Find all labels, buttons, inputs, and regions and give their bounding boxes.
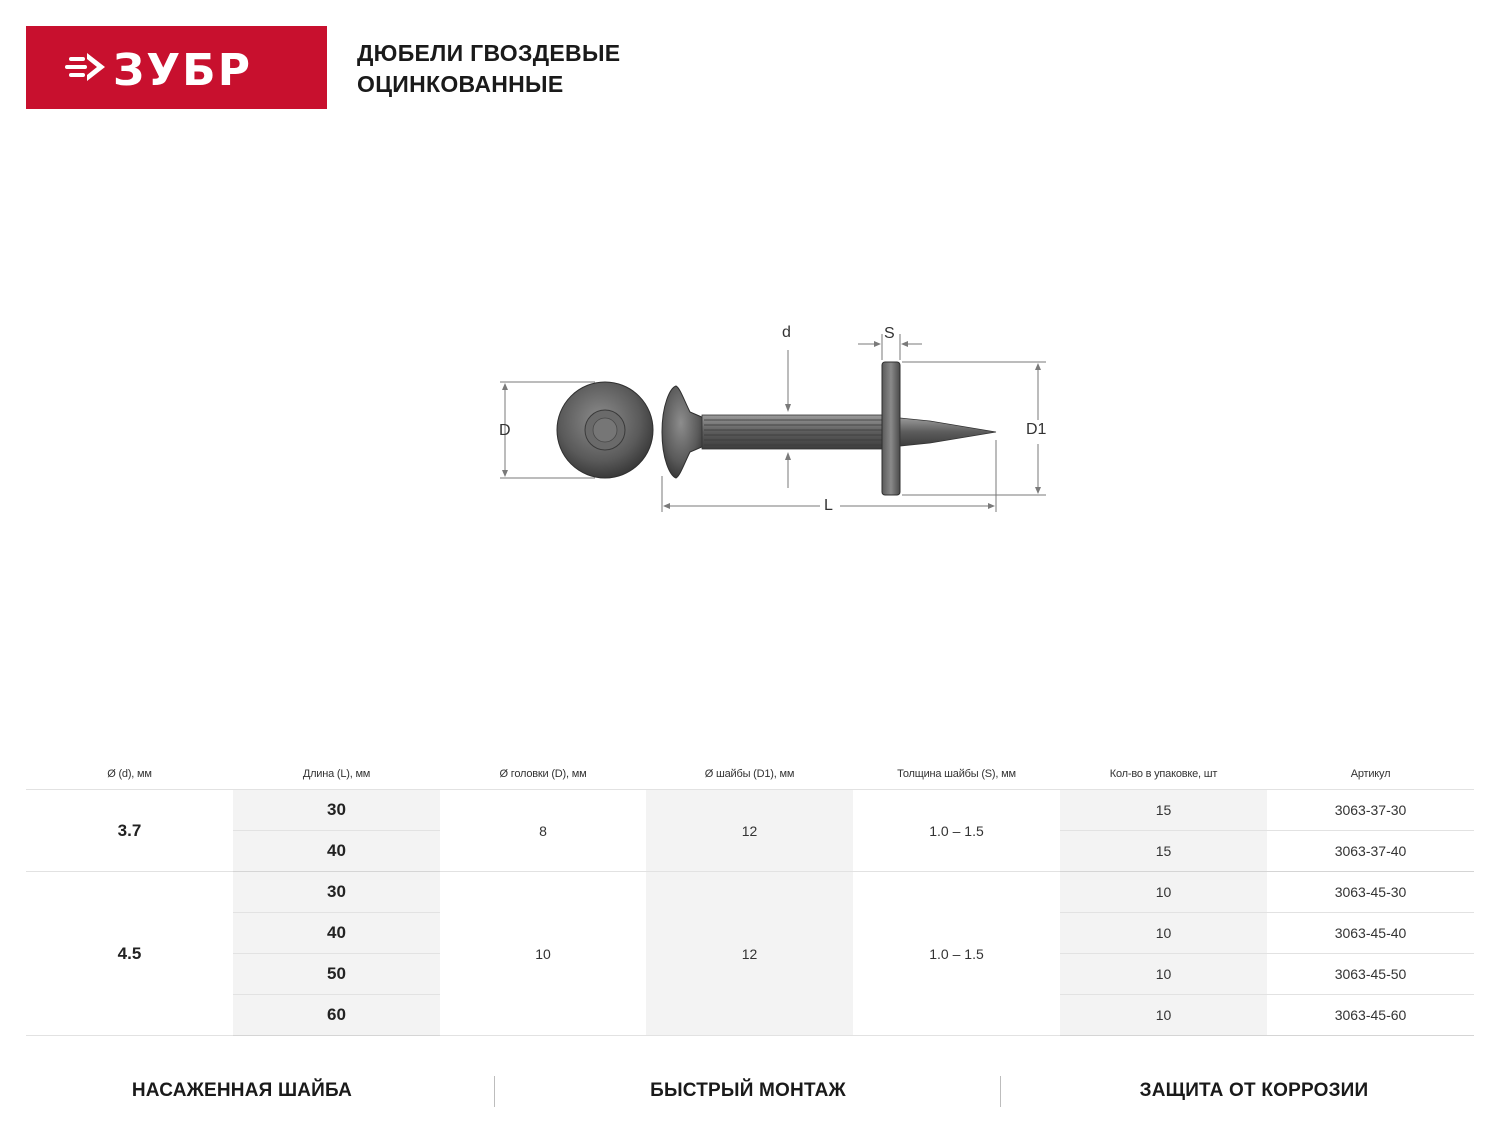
dowel-drawing-svg bbox=[490, 320, 1060, 520]
cell-washer-thickness: 1.0 – 1.5 bbox=[853, 790, 1060, 872]
cell-diameter: 4.5 bbox=[26, 872, 233, 1036]
cell-washer-thickness: 1.0 – 1.5 bbox=[853, 872, 1060, 1036]
specifications-table bbox=[26, 758, 1474, 1036]
label-d: d bbox=[782, 324, 791, 341]
dowel-technical-drawing bbox=[490, 320, 1060, 520]
logo-text: ЗУБР bbox=[112, 44, 252, 96]
dowel-side-view bbox=[662, 362, 996, 495]
label-D1: D1 bbox=[1026, 421, 1047, 438]
label-D: D bbox=[499, 422, 511, 439]
feature-corrosion-protection: ЗАЩИТА ОТ КОРРОЗИИ bbox=[1139, 1080, 1369, 1101]
cell-length: 50 bbox=[233, 954, 440, 995]
cell-washer-diameter: 12 bbox=[646, 790, 853, 872]
cell-head-diameter: 8 bbox=[440, 790, 646, 872]
cell-article: 3063-37-40 bbox=[1267, 831, 1474, 872]
brand-logo bbox=[26, 26, 327, 109]
header-pack-qty: Кол-во в упаковке, шт bbox=[1060, 758, 1267, 790]
cell-article: 3063-45-60 bbox=[1267, 995, 1474, 1036]
cell-washer-diameter: 12 bbox=[646, 872, 853, 1036]
cell-pack-qty: 10 bbox=[1060, 913, 1267, 954]
features-strip bbox=[0, 1074, 1500, 1108]
cell-article: 3063-45-50 bbox=[1267, 954, 1474, 995]
cell-head-diameter: 10 bbox=[440, 872, 646, 1036]
cell-pack-qty: 15 bbox=[1060, 790, 1267, 831]
label-S: S bbox=[884, 325, 895, 342]
feature-divider bbox=[1000, 1076, 1001, 1107]
title-line-1: ДЮБЕЛИ ГВОЗДЕВЫЕ bbox=[357, 40, 621, 66]
header-washer-thickness: Толщина шайбы (S), мм bbox=[853, 758, 1060, 790]
dowel-head-top-view bbox=[557, 382, 653, 478]
table-row bbox=[26, 790, 1474, 831]
feature-quick-install: БЫСТРЫЙ МОНТАЖ bbox=[650, 1080, 846, 1101]
cell-pack-qty: 15 bbox=[1060, 831, 1267, 872]
cell-article: 3063-45-40 bbox=[1267, 913, 1474, 954]
cell-article: 3063-45-30 bbox=[1267, 872, 1474, 913]
header-washer-diameter: Ø шайбы (D1), мм bbox=[646, 758, 853, 790]
cell-length: 40 bbox=[233, 831, 440, 872]
header-article: Артикул bbox=[1267, 758, 1474, 790]
header-head-diameter: Ø головки (D), мм bbox=[440, 758, 646, 790]
cell-length: 60 bbox=[233, 995, 440, 1036]
cell-pack-qty: 10 bbox=[1060, 954, 1267, 995]
cell-diameter: 3.7 bbox=[26, 790, 233, 872]
table-header-row bbox=[26, 758, 1474, 790]
cell-length: 40 bbox=[233, 913, 440, 954]
header-length: Длина (L), мм bbox=[233, 758, 440, 790]
table-row bbox=[26, 872, 1474, 913]
cell-pack-qty: 10 bbox=[1060, 872, 1267, 913]
feature-mounted-washer: НАСАЖЕННАЯ ШАЙБА bbox=[131, 1080, 353, 1101]
page-title bbox=[357, 38, 620, 100]
cell-article: 3063-37-30 bbox=[1267, 790, 1474, 831]
cell-length: 30 bbox=[233, 872, 440, 913]
title-line-2: ОЦИНКОВАННЫЕ bbox=[357, 71, 564, 97]
cell-length: 30 bbox=[233, 790, 440, 831]
label-L: L bbox=[824, 497, 833, 514]
header-diameter: Ø (d), мм bbox=[26, 758, 233, 790]
feature-divider bbox=[494, 1076, 495, 1107]
zubr-logo-mark bbox=[47, 38, 307, 98]
cell-pack-qty: 10 bbox=[1060, 995, 1267, 1036]
